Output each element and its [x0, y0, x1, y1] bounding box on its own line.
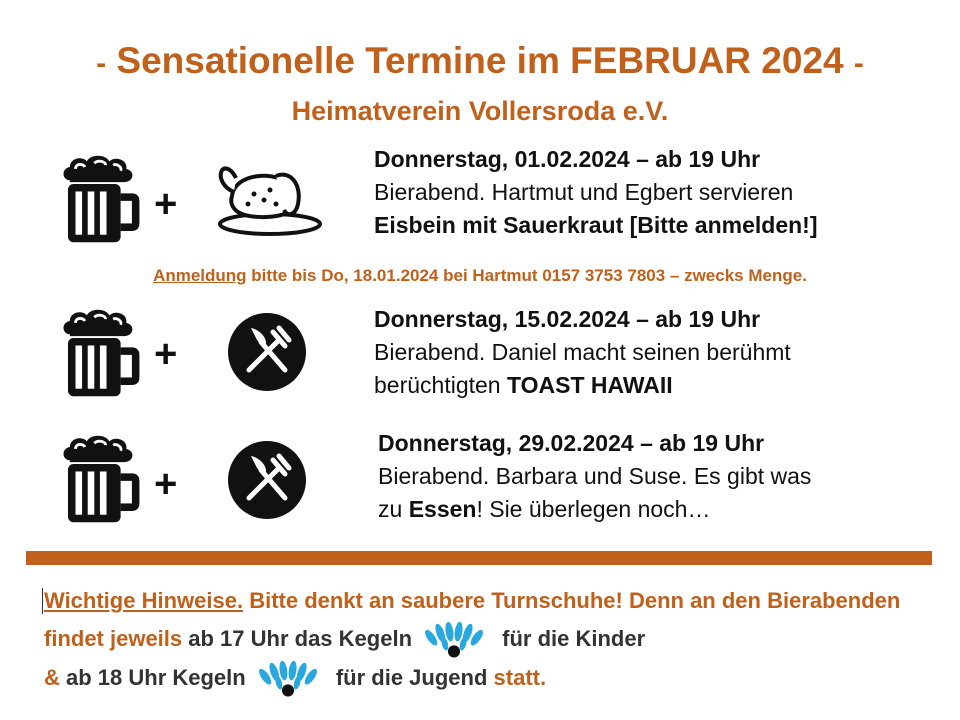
section-divider — [26, 551, 932, 565]
event-3-menu: Essen — [408, 496, 477, 522]
event-2-description: Bierabend. Daniel macht seinen berühmt — [374, 339, 791, 365]
notes-heading: Wichtige Hinweise. — [44, 588, 244, 613]
notes-text-3: für die Kinder — [496, 626, 646, 651]
cutlery-icon — [227, 440, 307, 520]
event-3-text: zu — [378, 496, 409, 522]
beer-mug-icon — [56, 152, 142, 246]
event-1 — [374, 143, 817, 242]
page-subtitle: Heimatverein Vollersroda e.V. — [291, 96, 669, 126]
cutlery-icon — [227, 312, 307, 392]
event-2-text: berüchtigten — [374, 372, 507, 398]
event-2 — [374, 303, 791, 402]
kegel-icon — [250, 660, 326, 698]
title-text: Sensationelle Termine im FEBRUAR 2024 — [116, 40, 844, 81]
title-dash-right: - — [853, 47, 864, 80]
event-3-date: Donnerstag, 29.02.2024 – ab 19 Uhr — [378, 430, 765, 456]
notes-text-5: für die Jugend — [329, 665, 494, 691]
registration-notice — [0, 266, 960, 286]
event-3-description: Bierabend. Barbara und Suse. Es gibt was — [378, 463, 812, 489]
notes-text-1: Bitte denkt an saubere Turnschuhe! Denn an den Bierabenden findet jeweils — [44, 588, 901, 651]
title-dash-left: - — [96, 47, 107, 80]
event-1-date: Donnerstag, 01.02.2024 – ab 19 Uhr — [374, 146, 761, 172]
page-title — [0, 40, 960, 82]
event-2-menu: TOAST HAWAII — [506, 372, 673, 398]
notes-text-6: statt. — [493, 665, 547, 691]
plus-sign: + — [154, 332, 178, 376]
registration-notice-text: bitte bis Do, 18.01.2024 bei Hartmut 0157 3753 7803 – zwecks Menge. — [246, 266, 807, 285]
kegel-icon — [416, 621, 492, 659]
event-2-date: Donnerstag, 15.02.2024 – ab 19 Uhr — [374, 306, 761, 332]
event-3 — [378, 427, 811, 526]
notes-text-4: ab 18 Uhr Kegeln — [59, 665, 246, 691]
registration-notice-label: Anmeldung — [153, 266, 247, 285]
event-1-menu: Eisbein mit Sauerkraut [Bitte anmelden!] — [374, 212, 818, 238]
notes-ampersand: & — [44, 665, 60, 691]
plus-sign: + — [154, 182, 178, 226]
event-1-description: Bierabend. Hartmut und Egbert servieren — [374, 179, 794, 205]
event-3-text-end: ! Sie überlegen noch… — [476, 496, 711, 522]
notes-text-2: ab 17 Uhr das Kegeln — [188, 626, 413, 651]
beer-mug-icon — [56, 432, 142, 526]
important-notes — [44, 582, 934, 698]
text-cursor — [42, 588, 43, 614]
eisbein-icon — [214, 148, 322, 244]
plus-sign: + — [154, 462, 178, 506]
beer-mug-icon — [56, 306, 142, 400]
